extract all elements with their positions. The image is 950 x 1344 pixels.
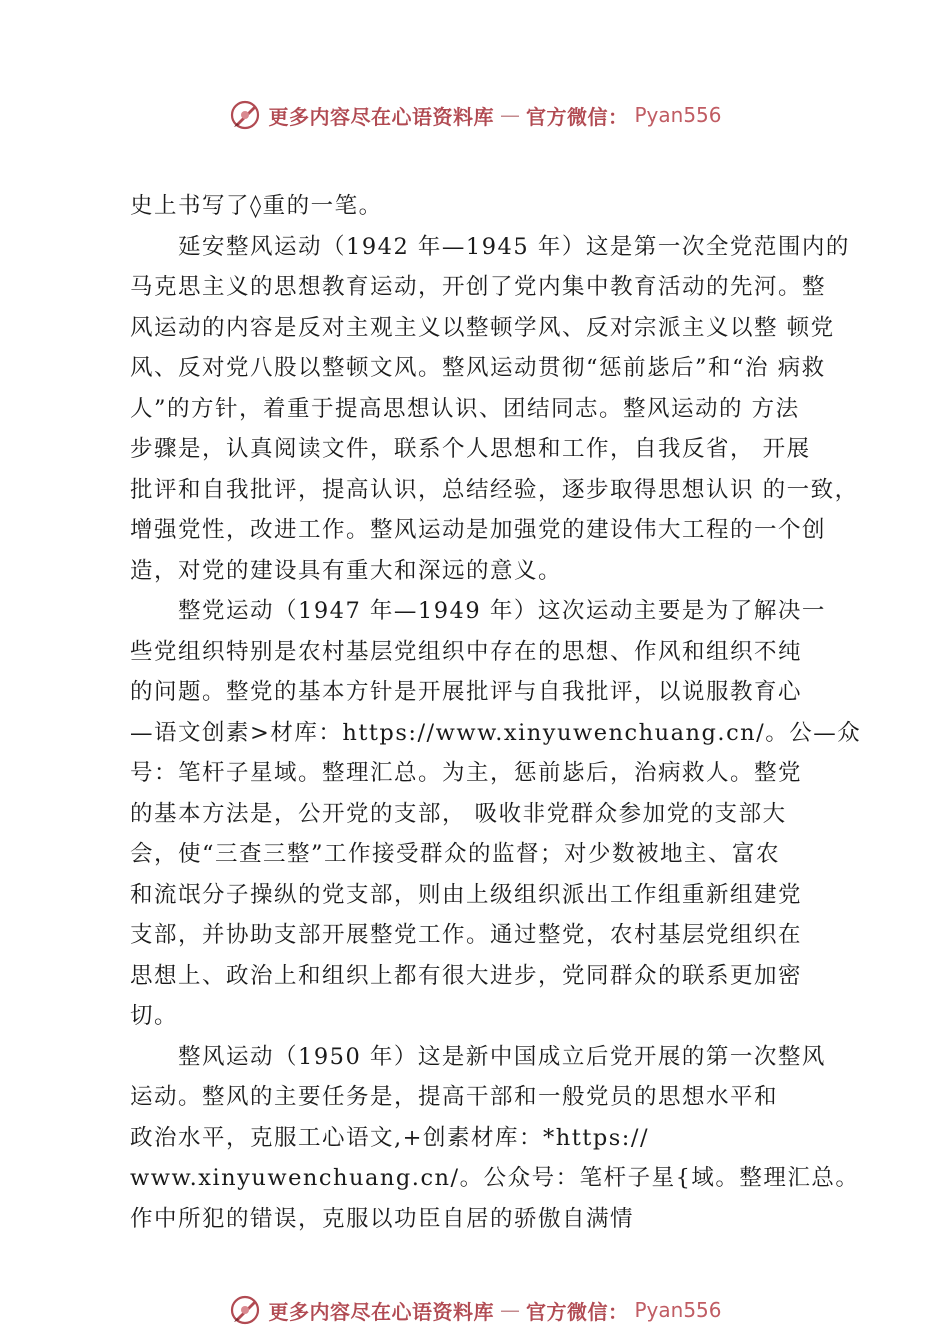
text-line: 和流氓分子操纵的党支部，则由上级组织派出工作组重新组建党 (130, 881, 803, 908)
text-line: 会，使“三查三整”工作接受群众的监督；对少数被地主、富农 (130, 841, 781, 867)
text-line: 增强党性，改进工作。整风运动是加强党的建设伟大工程的一个创 (130, 517, 827, 543)
banner-slogan: 更多内容尽在心语资料库 (268, 104, 494, 129)
banner-slogan: 更多内容尽在心语资料库 (268, 1299, 494, 1324)
banner-wechat-id: Pyan556 (634, 103, 722, 127)
text-line: 马克思主义的思想教育运动，开创了党内集中教育活动的先河。整 (130, 274, 827, 300)
banner-wechat-label: 官方微信： (525, 104, 629, 129)
text-line: 造，对党的建设具有重大和深远的意义。 (130, 557, 563, 584)
document-body (130, 186, 870, 1239)
text-line: 作中所犯的错误，克服以功臣自居的骄傲自满情 (130, 1205, 635, 1232)
text-line: 风运动的内容是反对主观主义以整顿学风、反对宗派主义以整 顿党 (130, 314, 835, 341)
text-line: 史上书写了◊重的一笔。 (130, 193, 383, 219)
text-line: 运动。整风的主要任务是，提高干部和一般党员的思想水平和 (130, 1084, 779, 1110)
text-line: 支部，并协助支部开展整党工作。通过整党，农村基层党组织在 (130, 922, 803, 948)
paragraph-start-line: 延安整风运动（1942 年—1945 年）这是第一次全党范围内的 (178, 233, 850, 260)
banner-wechat-label: 官方微信： (525, 1299, 629, 1324)
pen-circle-logo-icon (228, 1293, 262, 1327)
pen-circle-logo-icon (228, 98, 262, 132)
text-line: 批评和自我批评，提高认识，总结经验，逐步取得思想认识 的一致， (130, 476, 859, 503)
text-line: 步骤是，认真阅读文件，联系个人思想和工作，自我反省， 开展 (130, 436, 811, 462)
text-line: 的基本方法是，公开党的支部， 吸收非党群众参加党的支部大 (130, 800, 787, 827)
banner-separator: — (499, 1298, 520, 1322)
footer-banner-inner (228, 1293, 721, 1327)
text-line: 的问题。整党的基本方针是开展批评与自我批评，以说服教育心 (130, 679, 803, 705)
paragraph-start-line: 整风运动（1950 年）这是新中国成立后党开展的第一次整风 (178, 1043, 826, 1070)
text-line: 思想上、政治上和组织上都有很大进步，党同群众的联系更加密 (130, 962, 803, 989)
banner-separator: — (499, 103, 520, 127)
banner-wechat-id: Pyan556 (634, 1298, 722, 1322)
text-line: 号：笔杆子星域。整理汇总。为主，惩前毖后，治病救人。整党 (130, 760, 803, 786)
text-line: 政治水平，克服工心语文,+创素材库：*https:// (130, 1124, 650, 1151)
text-line: 风、反对党八股以整顿文风。整风运动贯彻“惩前毖后”和“治 病救 (130, 355, 826, 381)
paragraph-start-line: 整党运动（1947 年—1949 年）这次运动主要是为了解决一 (178, 598, 826, 624)
header-banner (0, 95, 950, 135)
text-line: www.xinyuwenchuang.cn/。公众号：笔杆子星{域。整理汇总。 (130, 1165, 860, 1191)
text-line: 人”的方针，着重于提高思想认识、团结同志。整风运动的 方法 (130, 395, 800, 422)
footer-banner (0, 1290, 950, 1330)
text-line: —语文创素>材库：https://www.xinyuwenchuang.cn/。公—众 (130, 719, 862, 746)
text-line: 切。 (130, 1003, 179, 1029)
text-line: 些党组织特别是农村基层党组织中存在的思想、作风和组织不纯 (130, 638, 803, 665)
header-banner-inner (228, 98, 721, 132)
